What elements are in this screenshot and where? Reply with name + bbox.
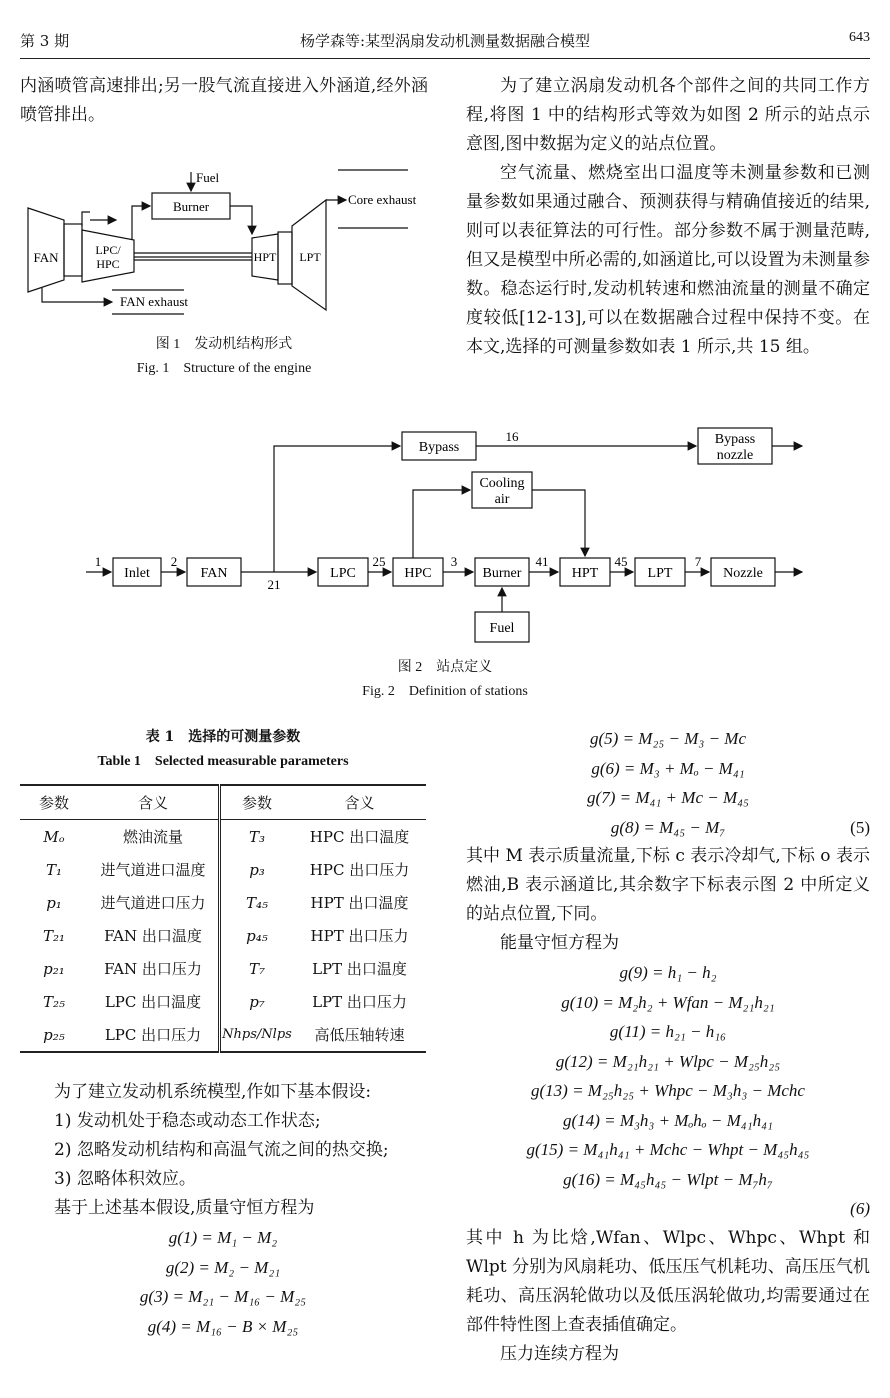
fig1-fan-label: FAN (33, 250, 59, 265)
fig2-cooling-label-1: Cooling (479, 476, 525, 491)
fig2-hpt-label: HPT (571, 566, 599, 581)
table-cell: LPT 出口温度 (312, 960, 407, 978)
equation: g(10) = M₂h₂ + Wfan − M₂₁h₂₁ (561, 992, 775, 1012)
figure-1-caption (20, 333, 428, 381)
left-top-paragraph: 内涵喷管高速排出;另一股气流直接进入外涵道,经外涵喷管排出。 (20, 76, 428, 125)
table-cell: p₇ (249, 992, 265, 1011)
equation: g(3) = M₂₁ − M₁₆ − M₂₅ (139, 1287, 307, 1306)
fig2-fan-label: FAN (200, 566, 228, 581)
equation: g(12) = M₂₁h₂₁ + Wlpc − M₂₅h₂₅ (555, 1051, 781, 1071)
fig2-station-25: 25 (372, 554, 386, 569)
table-cell: T₂₅ (42, 992, 66, 1011)
fig1-fan-block (64, 224, 82, 276)
assumption-intro: 为了建立发动机系统模型,作如下基本假设: (54, 1082, 372, 1102)
figure-2-diagram (80, 422, 810, 650)
fig2-station-16: 16 (505, 429, 519, 444)
table-cell: p₂₅ (20, 1018, 88, 1052)
table-cell: Nhps/Nlps (220, 1018, 294, 1052)
table-cell: HPT 出口压力 (310, 927, 409, 945)
table-row (20, 886, 426, 919)
assumption-3: 3) 忽略体积效应。 (54, 1169, 196, 1189)
equation: g(13) = M₂₅h₂₅ + Whpc − M₃h₃ − Mchc (531, 1081, 805, 1100)
table-cell: p₄₅ (246, 926, 268, 945)
table-cell: 高低压轴转速 (293, 1018, 426, 1052)
table-header-row (20, 785, 426, 820)
table-cell: LPT 出口压力 (312, 993, 407, 1011)
table-header-cell: 参数 (20, 785, 88, 820)
mass-intro: 基于上述基本假设,质量守恒方程为 (54, 1198, 315, 1218)
fig1-hpt-label: HPT (253, 250, 277, 264)
table-cell: 进气道进口温度 (88, 853, 220, 886)
table-row (20, 952, 426, 985)
table-cell: p₃ (249, 860, 265, 879)
fig1-fan-exhaust-label: FAN exhaust (120, 294, 189, 309)
equation-number: (5) (850, 817, 870, 837)
energy-intro: 能量守恒方程为 (500, 933, 619, 953)
table-cell: HPT 出口温度 (310, 894, 409, 912)
equation-number: (6) (850, 1199, 870, 1218)
table-1-title-cn: 表 1 选择的可测量参数 (145, 729, 301, 745)
equation: g(11) = h₂₁ − h₁₆ (609, 1022, 727, 1041)
fig2-station-41: 41 (535, 554, 549, 569)
fig1-core-exhaust-label: Core exhaust (348, 192, 417, 207)
fig2-lpt-label: LPT (647, 566, 673, 581)
fig2-bypass-nozzle-label-1: Bypass (714, 432, 756, 447)
fig2-station-7: 7 (694, 554, 702, 569)
fig2-station-3: 3 (450, 554, 458, 569)
fig2-station-1: 1 (94, 554, 102, 569)
right-top-text: 为了建立涡扇发动机各个部件之间的共同工作方程,将图 1 中的结构形式等效为如图 2 所示的站点示意图,图中数据为定义的站点位置。 空气流量、燃烧室出口温度等未测量参数和已测量参数如果通过融合、预测获得与精确值接近的结果,则可以表征算法的可行性。部分参数不属于测量范畴,但又是模型中所必需的,如涵道比,可以设置为未测量参数。稳态运行时,发动机转速和燃油流量的测量不确定度较低[12-13],可以在数据融合过程中保持不变。在本文,选择的可测量参数如表 1 所示,共 15 组。 (466, 76, 870, 357)
equation: g(4) = M₁₆ − B × M₂₅ (147, 1316, 299, 1336)
fig2-inlet-label: Inlet (124, 566, 150, 581)
equation: g(7) = M₄₁ + Mc − M₄₅ (587, 788, 749, 807)
table-cell: LPC 出口压力 (88, 1018, 220, 1052)
table-cell: T₄₅ (245, 893, 269, 912)
figure-2-caption-cn: 图 2 站点定义 (397, 660, 493, 675)
fig1-fuel-label: Fuel (196, 170, 220, 185)
fig2-station-21: 21 (267, 577, 281, 592)
equation: g(15) = M₄₁h₄₁ + Mchc − Whpt − M₄₅h₄₅ (526, 1140, 810, 1159)
table-cell: p₂₁ (43, 959, 65, 978)
fig2-lpc-label: LPC (330, 566, 356, 581)
right-bottom-text (466, 724, 870, 1369)
equation: g(1) = M₁ − M₂ (168, 1228, 278, 1247)
table-row (20, 919, 426, 952)
mass-note: 其中 M 表示质量流量,下标 c 表示冷却气,下标 o 表示燃油,B 表示涵道比,其余数字下标表示图 2 中所定义的站点位置,下同。 (466, 846, 870, 924)
figure-1-caption-en: Fig. 1 Structure of the engine (136, 361, 312, 376)
figure-2-caption (20, 656, 870, 704)
parameter-table (20, 784, 426, 1053)
table-header-cell: 含义 (88, 785, 220, 820)
figure-1-diagram (20, 160, 430, 325)
assumption-1: 1) 发动机处于稳态或动态工作状态; (54, 1111, 321, 1131)
table-cell: 燃油流量 (88, 820, 220, 854)
equation-row (466, 813, 870, 843)
page-header (20, 28, 870, 59)
table-cell: 进气道进口压力 (88, 886, 220, 919)
assumption-2: 2) 忽略发动机结构和高温气流之间的热交换; (54, 1140, 389, 1160)
running-title: 杨学森等:某型涡扇发动机测量数据融合模型 (299, 32, 591, 50)
table-cell: T₁ (45, 860, 63, 879)
fig2-bypass-label: Bypass (418, 440, 460, 455)
figure-2-caption-en: Fig. 2 Definition of stations (362, 684, 528, 699)
energy-note: 其中 h 为比焓,Wfan、Wlpc、Whpc、Whpt 和 Wlpt 分别为风扇耗功、低压压气机耗功、高压压气机耗功、高压涡轮做功以及低压涡轮做功,均需要通过在部件特性图上查表插值确定。 (466, 1227, 870, 1335)
table-row (20, 853, 426, 886)
table-cell: T₇ (248, 959, 266, 978)
fig2-fuel-label: Fuel (489, 621, 515, 636)
pressure-intro: 压力连续方程为 (500, 1343, 619, 1364)
fig2-burner-label: Burner (482, 566, 522, 581)
equation: g(2) = M₂ − M₂₁ (165, 1257, 281, 1277)
fig2-station-45: 45 (614, 554, 628, 569)
figure-1-caption-cn: 图 1 发动机结构形式 (155, 337, 293, 352)
table-cell: T₃ (248, 827, 266, 846)
left-bottom-text (20, 1078, 426, 1341)
table-1 (20, 726, 426, 1053)
fig1-hpc-label: HPC (96, 257, 120, 271)
fig2-nozzle-label: Nozzle (723, 566, 763, 581)
fig1-burner-label: Burner (172, 199, 210, 214)
fig2-bypass-nozzle-label-2: nozzle (716, 448, 754, 463)
issue-number: 第 3 期 (20, 32, 70, 50)
table-cell: LPC 出口温度 (88, 985, 220, 1018)
equation: g(14) = M₃h₃ + Mₒhₒ − M₄₁h₄₁ (563, 1110, 773, 1130)
fig2-cooling-label-2: air (494, 492, 510, 507)
table-row (20, 1018, 426, 1052)
table-cell: p₁ (46, 893, 62, 912)
fig1-lpt-label: LPT (299, 250, 321, 264)
table-cell: HPC 出口压力 (309, 861, 410, 879)
table-cell: FAN 出口温度 (88, 919, 220, 952)
table-header-cell: 含义 (293, 785, 426, 820)
equation: g(6) = M₃ + Mₒ − M₄₁ (591, 758, 745, 778)
equation: g(16) = M₄₅h₄₅ − Wlpt − M₇h₇ (563, 1169, 773, 1189)
equation: g(9) = h₁ − h₂ (619, 963, 717, 982)
equation: g(5) = M₂₅ − M₃ − Mc (590, 729, 746, 748)
table-row (20, 985, 426, 1018)
equation: g(8) = M₄₅ − M₇ (610, 817, 726, 837)
table-cell: HPC 出口温度 (309, 828, 410, 846)
fig1-mid-block (278, 232, 292, 284)
fig2-hpc-label: HPC (404, 566, 432, 581)
table-cell: T₂₁ (42, 926, 66, 945)
table-header-cell: 参数 (220, 785, 294, 820)
table-cell: FAN 出口压力 (88, 952, 220, 985)
page-number: 643 (849, 30, 870, 45)
fig2-station-2: 2 (170, 554, 178, 569)
table-cell: Mₒ (43, 827, 65, 846)
table-row (20, 820, 426, 854)
fig1-lpc-label: LPC/ (95, 243, 121, 257)
table-1-title-en: Table 1 Selected measurable parameters (97, 754, 349, 769)
